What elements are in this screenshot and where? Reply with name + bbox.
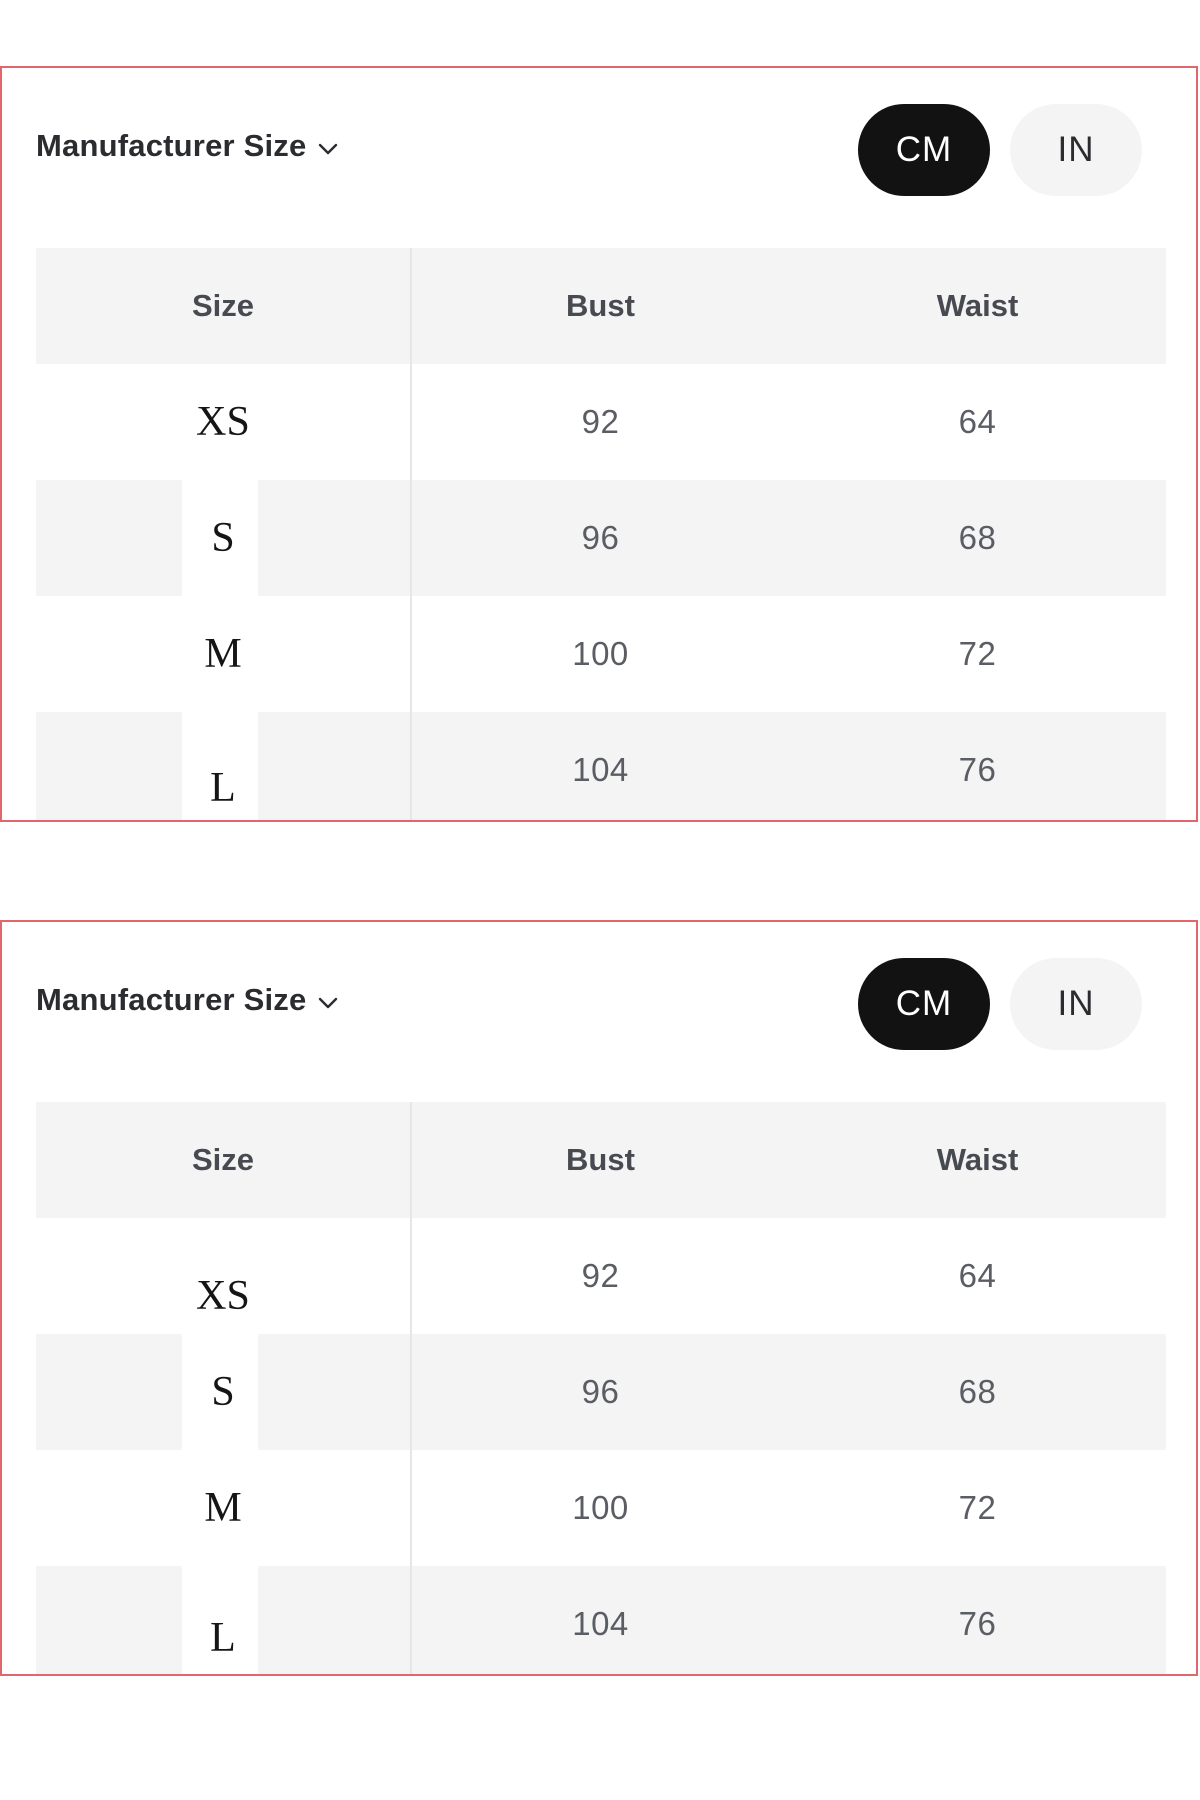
table-row — [36, 1450, 1166, 1566]
waist-value: 68 — [958, 519, 997, 556]
bust-value: 92 — [581, 1257, 620, 1294]
table-row — [36, 364, 1166, 480]
size-value: M — [204, 1485, 242, 1531]
unit-cm-button[interactable]: CM — [858, 104, 990, 196]
size-value: XS — [196, 1273, 250, 1319]
table-row — [36, 1566, 1166, 1676]
size-value: L — [210, 1615, 236, 1661]
unit-cm-button[interactable]: CM — [858, 958, 990, 1050]
size-cell — [36, 596, 412, 712]
column-header-bust: Bust — [566, 288, 635, 323]
size-cell — [36, 712, 412, 822]
waist-value: 68 — [958, 1373, 997, 1410]
bust-value: 92 — [581, 403, 620, 440]
table-row — [36, 1218, 1166, 1334]
size-cell — [36, 1334, 412, 1450]
size-selector-label: Manufacturer Size — [36, 128, 307, 163]
manufacturer-size-dropdown[interactable] — [36, 128, 340, 164]
waist-value: 72 — [958, 1489, 997, 1526]
size-table — [36, 248, 1166, 822]
unit-in-button[interactable]: IN — [1010, 104, 1142, 196]
column-header-waist: Waist — [936, 288, 1019, 323]
unit-toggle — [858, 104, 1142, 196]
table-row — [36, 1334, 1166, 1450]
size-chart-panel — [0, 920, 1198, 1676]
size-cell — [36, 480, 412, 596]
chevron-down-icon — [316, 137, 340, 161]
column-header-size: Size — [36, 248, 412, 364]
size-selector-label: Manufacturer Size — [36, 982, 307, 1017]
size-value: S — [211, 515, 235, 561]
bust-value: 100 — [572, 635, 629, 672]
table-header-row — [36, 248, 1166, 364]
bust-value: 104 — [572, 1605, 629, 1642]
table-row — [36, 712, 1166, 822]
waist-value: 64 — [958, 1257, 997, 1294]
waist-value: 64 — [958, 403, 997, 440]
size-cell — [36, 1450, 412, 1566]
table-row — [36, 596, 1166, 712]
size-chart-header — [36, 104, 1142, 198]
size-table — [36, 1102, 1166, 1676]
table-header-row — [36, 1102, 1166, 1218]
size-value: XS — [196, 399, 250, 445]
column-header-waist: Waist — [936, 1142, 1019, 1177]
bust-value: 96 — [581, 1373, 620, 1410]
table-row — [36, 480, 1166, 596]
unit-in-button[interactable]: IN — [1010, 958, 1142, 1050]
size-cell — [36, 1218, 412, 1334]
column-header-size: Size — [36, 1102, 412, 1218]
size-value: M — [204, 631, 242, 677]
bust-value: 100 — [572, 1489, 629, 1526]
size-chart-panel — [0, 66, 1198, 822]
size-value: L — [210, 765, 236, 811]
waist-value: 76 — [958, 1605, 997, 1642]
bust-value: 96 — [581, 519, 620, 556]
manufacturer-size-dropdown[interactable] — [36, 982, 340, 1018]
waist-value: 76 — [958, 751, 997, 788]
column-header-bust: Bust — [566, 1142, 635, 1177]
size-cell — [36, 364, 412, 480]
size-chart-header — [36, 958, 1142, 1052]
chevron-down-icon — [316, 991, 340, 1015]
unit-toggle — [858, 958, 1142, 1050]
size-value: S — [211, 1369, 235, 1415]
waist-value: 72 — [958, 635, 997, 672]
size-cell — [36, 1566, 412, 1676]
bust-value: 104 — [572, 751, 629, 788]
